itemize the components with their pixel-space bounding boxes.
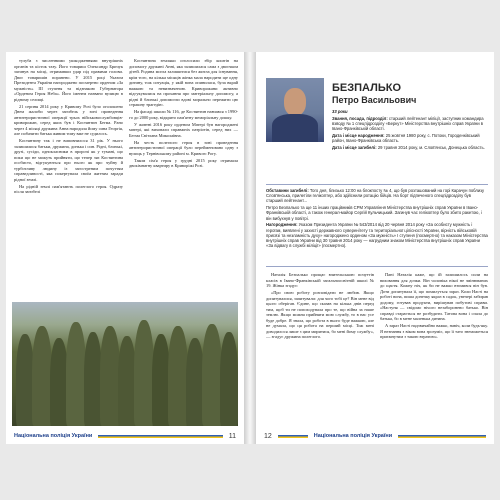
- bio-circumstances: Обставини загибелі: Того дня, близько 12:00 на блокпосту № 4, що був розташований на горі Карачун поблизу Слов'янська, прилетіли гелікоптер, або здійснили ротацію бійців. На борт підпеченого спецпідрозділу був старший лейтенант...: [266, 188, 485, 204]
- paragraph: На честь полеглого героя в зоні проведення антитерористичної операції було перейменовано одну з вулиць у Тернівському районі м. Кривого Рогу.: [129, 139, 238, 156]
- paragraph: Таком сім'я героя у грудні 2015 року отримала двокімнатну квартиру в Криворіжі Розі.: [129, 157, 238, 168]
- bio-awards: Нагородження: Указом Президента України № 543/2014 від 20 червня 2014 року «За особисту мужність і героїзм, виявлені у захисті державного суверенітету та територіальної цілісності України, вірність військовій присязі та незламність духу» нагороджено орденом «За мужність» І ступеня (посмертно) та наказом Міністерства внутрішніх справ України від 30 травня 2014 року — нагрудним знаком Міністерства внутрішніх справ України «За відвагу в службі міліції» (посмертно).: [266, 222, 488, 249]
- paragraph: Наталія Безпалько прощає вчительською почуттів класів в Івано-Франківській загальноосвітній школі № 19. Жінка згадує:: [266, 272, 374, 288]
- paragraph: У жовтні 2016 року орденом Матері був нагороджені матері, які виховали справжніх патріотів, серед них — Бегма Світлана Миколаївна.: [129, 121, 238, 138]
- portrait-photo: [266, 78, 324, 142]
- info-death: Дата і місце загибелі: 29 травня 2014 року, м. Слов'янськ, Донецька область.: [332, 145, 485, 150]
- page-number: 11: [228, 432, 236, 440]
- left-column-2: [129, 58, 238, 296]
- right-page: [256, 52, 494, 444]
- footer-title: Національна поліція України: [14, 433, 93, 439]
- paragraph: тулуба з численними ушкодженнями внутрішніх органів та кісток тазу. Його товариш Олександр Бричук загинув на місці, отримавши удар під правими голови. Двоє товаришів поранено. У 2015 році Указом Президента України нагороджено посмертно орденом «За мужність» ІІІ ступеня та відзнакою Губернатора «Орденом Героя Неба». Його іменем названо вулицю в рідному селищі.: [14, 58, 123, 102]
- paragraph: «Про свою роботу розповідати не любив. Якщо допитувалися, запитували: для чого тобі це? Він мене від цього оберігав. Єдине, що сказав на кілька днів перед тим, щоб ти не попоходувала про те, що війна за наше землю. Якщо можна прийняти мою службу, то в нас усе буде добре. Я знала, що робота в нього буде важкою, але не думала, що ця робота на перший місці. Тож мені доводилося лише з цим миритися, бо мені йому службу», — згадує дружина полеглого.: [266, 290, 374, 339]
- person-name: [332, 82, 416, 106]
- soldiers-formation-photo: [12, 302, 238, 426]
- book-spine: [244, 52, 256, 444]
- right-column-2: [380, 272, 488, 422]
- left-footer: [6, 428, 244, 444]
- paragraph: А зараз Насті надзвичайно важко, навіч, коли будь-яку. Я незнання з віком вона зрозуміє, що її тато знеможеться приємнутим з такою втратою».: [380, 323, 488, 339]
- paragraph: 21 серпня 2014 року у Кривому Розі було оголошено Днем жалоби через загибель у зоні проведення антитерористичної операції трьох військовослужбовців-криворожан, серед яких був і Костянтин Бегма. Рано через 4 місяці дружина Анна народила йому сина Георгія, але побачити батька живим тому вже не судилось.: [14, 103, 123, 136]
- info-birth: Дата і місце народження: 25 жовтня 1980 року, с. Потоки, Городенківський район, Івано-Франківська область.: [332, 133, 480, 144]
- right-text-columns: [266, 272, 488, 422]
- flag-stripe: [278, 435, 308, 438]
- face-shape: [284, 88, 306, 116]
- uniform-shape: [272, 114, 318, 142]
- left-text-columns: [14, 58, 238, 296]
- flag-stripe: [98, 435, 222, 438]
- bio-continued: Петро Безпалько та ще 11 інших працівників СРМ Управління Міністерства внутрішніх справ України в Івано-Франківській області, а також генерал-майор Сергій Кульчицький. Загинув час гелікоптер було збито ракетою, і він вибухнув у повітрі.: [266, 205, 482, 221]
- given-names: Петро Васильович: [332, 95, 417, 105]
- info-block: [332, 109, 488, 152]
- right-footer: [256, 428, 494, 444]
- paragraph: На рідній землі пам'ятають полеглого героя. Одразу після загибелі: [14, 183, 123, 194]
- surname: БЕЗПАЛЬКО: [332, 82, 402, 94]
- paragraph: Костянтина земляки оголосили збір коштів на допомогу дружині Анні, яка залишилася сама з двоєчком дітей. Родина могла залишитися без житла для існування, крім того, на кілька місяців жінка мала народити ще одну дитину, тож ситуація, у якій вона опинилася, була вкрай важкою та невизначеною. Криворожани активно відгукувалися на прохання про матеріальну допомогу, а рідні й близькі допомогли вдові морально пережити цю страшну трагедію.: [129, 58, 238, 107]
- left-column-1: [14, 58, 123, 296]
- paragraph: На фасаді школи № 116, де Костянтин навчався з 1990-го до 2000 року, відкрито пам'ятну меморіальну дошку.: [129, 109, 238, 120]
- right-column-1: [266, 272, 374, 422]
- divider: [266, 266, 488, 267]
- age: 33 роки: [332, 109, 348, 114]
- paragraph: Пані Наталія каже, що їй залишилось сили на виховання для дочки. Він чоловіка нікої не змінюваних до щастя. Кожну ніч, як би не важко втомився він був. Доти допитувала її, що помилуться зараз. Коли Насті на роботі вона, пиша донечку якраз в садок, увечері забирав додому, готував продукти, вирішував побутові справи. «Настуня — свідомо нічого незаборонено батько. Він справді старається не розбудити. Татова вона і спала до батька, бо в мене маленька дитина.: [380, 272, 488, 321]
- footer-title: Національна поліція України: [313, 433, 393, 439]
- info-rank: Звання, посада, підрозділ: старший лейтенант міліції, заступник командира взводу № 1 спецпідрозділу «Беркут» Міністерства внутрішніх справ України в Івано-Франківській області.: [332, 115, 484, 132]
- divider: [266, 184, 488, 185]
- left-page: [6, 52, 244, 444]
- paragraph: Костянтину так і не виповнилося 31 рік. У нього залишилися батьки, дружина, донька і син. Рідні, близькі, друзі, сусіди, однокласники в пророчі як у тумані, що поки що не можуть прийняти, що тепер зяє Костянтина особисто, відгукуються про нього як про чуйну й турботливу людину із загостреним почуттям справедливості, яка покертувала своїм життям заради рідної землі.: [14, 138, 123, 182]
- flag-stripe: [398, 435, 486, 438]
- bio-block: [266, 188, 488, 250]
- page-number: 12: [264, 432, 272, 440]
